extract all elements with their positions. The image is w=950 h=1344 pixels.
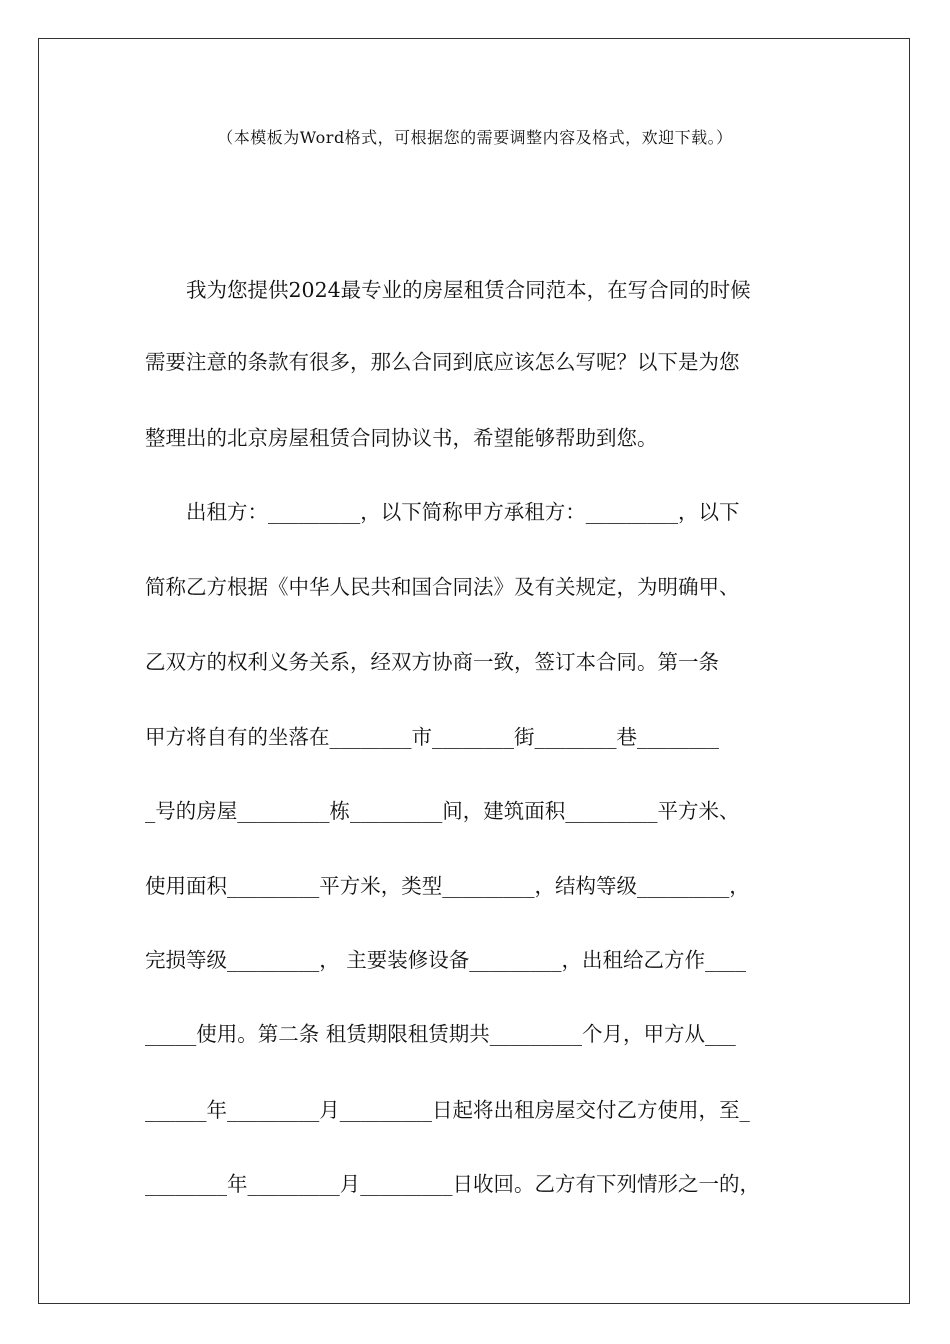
body-line: 使用面积_________平方米，类型_________，结构等级_________， (145, 874, 750, 898)
body-line: 整理出的北京房屋租赁合同协议书，希望能够帮助到您。 (145, 426, 658, 450)
body-line: 出租方：_________，以下简称甲方承租方：_________，以下 (145, 500, 740, 524)
body-line: 我为您提供2024最专业的房屋租赁合同范本，在写合同的时候 (145, 278, 751, 302)
body-line: ______年_________月_________日起将出租房屋交付乙方使用，至_ (145, 1098, 750, 1122)
body-line: 需要注意的条款有很多，那么合同到底应该怎么写呢？以下是为您 (145, 350, 740, 374)
template-note: （本模板为Word格式，可根据您的需要调整内容及格式，欢迎下载。） (217, 128, 733, 147)
body-line: 甲方将自有的坐落在________市________街________巷________ (145, 725, 719, 749)
body-line: _号的房屋_________栋_________间，建筑面积_________平方米、 (145, 799, 740, 823)
body-line: 乙双方的权利义务关系，经双方协商一致，签订本合同。第一条 (145, 650, 719, 674)
body-line: _____使用。第二条 租赁期限租赁期共_________个月，甲方从___ (145, 1022, 736, 1046)
body-line: ________年_________月_________日收回。乙方有下列情形之一的， (145, 1172, 760, 1196)
body-line: 简称乙方根据《中华人民共和国合同法》及有关规定，为明确甲、 (145, 575, 740, 599)
body-line: 完损等级_________， 主要装修设备_________，出租给乙方作____ (145, 948, 747, 972)
